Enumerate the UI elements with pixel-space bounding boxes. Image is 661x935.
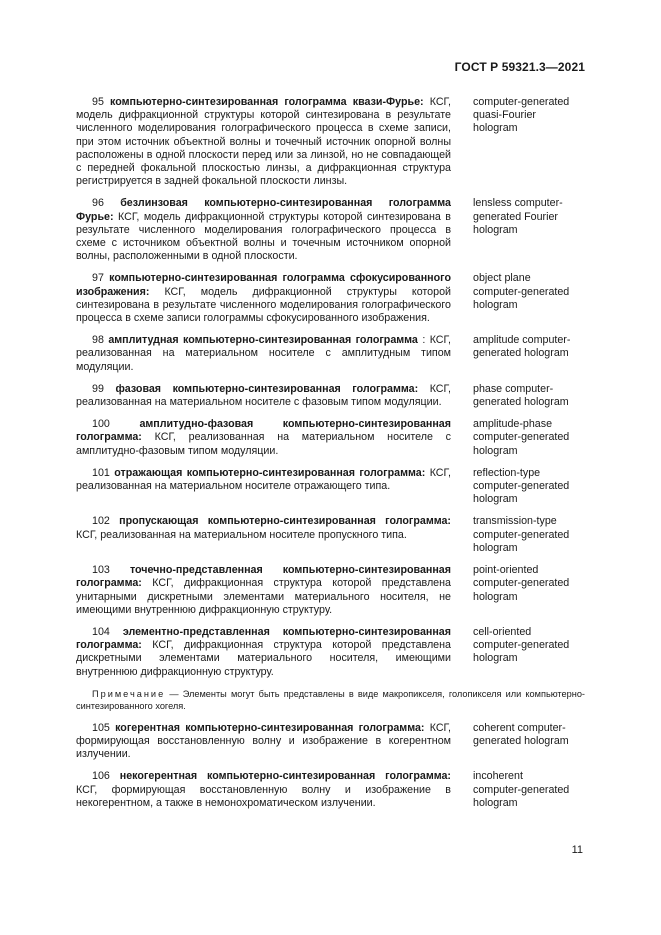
term-english-line: quasi-Fourier [473, 109, 536, 122]
term-english-line: hologram [473, 493, 518, 506]
term-definition-text: КСГ, дифракционная структура которой представлена дискретными элементами материального носителя, имеющими внутреннюю дифракционную структуру. [76, 639, 451, 678]
term-definition-ru [76, 334, 451, 374]
term-english-line: amplitude-phase [473, 418, 553, 431]
term-definition-text: : КСГ, реализованная на материальном носителе с амплитудным типом модуляции. [76, 334, 451, 373]
page-number: 11 [571, 844, 583, 856]
term-english-line: hologram [473, 298, 518, 311]
term-number: 104 [92, 625, 110, 638]
term-number: 102 [92, 515, 110, 528]
term-english-line: computer-generated [473, 783, 570, 796]
term-name: некогерентная компьютерно-синтезированная голограмма: [119, 770, 451, 783]
term-english-line: computer-generated [473, 577, 570, 590]
term-number: 95 [92, 96, 104, 108]
term-definition-text: КСГ, модель дифракционной структуры которой синтезирована в результате численного моделирования голографического процесса в схеме записи, при этом источник объектной волны и точечный источник опорной волны расположены в одной плоскости перед или за линзой, но не совпадающей с передней фокальной плоскостью линзы, а дифракционная структура регистрируется в задней фокальной плоскости линзы. [76, 96, 451, 188]
term-name: элементно-представленная компьютерно-синтезированная голограмма: [76, 625, 451, 652]
term-definition-ru [76, 515, 451, 555]
term-name: компьютерно-синтезированная голограмма квази-Фурье: [110, 96, 424, 108]
term-entry [76, 467, 585, 507]
term-english-line: amplitude computer- [473, 334, 571, 347]
term-number: 103 [92, 564, 110, 577]
term-english-line: generated hologram [473, 347, 569, 360]
terms-list [76, 96, 585, 819]
term-name: когерентная компьютерно-синтезированная голограмма: [115, 721, 425, 734]
note-text: — Элементы могут быть представлены в виде макропикселя, голопикселя или компьютерно-синтезированного хогеля. [76, 688, 585, 711]
term-definition-text: КСГ, реализованная на материальном носителе с фазовым типом модуляции. [76, 382, 451, 409]
term-definition-text: КСГ, реализованная на материальном носителе отражающего типа. [76, 466, 451, 493]
term-english-line: coherent computer- [473, 721, 566, 734]
term-english-line: hologram [473, 223, 518, 236]
term-number: 99 [92, 382, 104, 395]
term-entry [76, 515, 585, 555]
term-number: 100 [92, 418, 110, 431]
term-english-line: object plane [473, 272, 531, 285]
term-name: пропускающая компьютерно-синтезированная голограмма: [119, 515, 451, 528]
term-name: безлинзовая компьютерно-синтезированная голограмма Фурье: [76, 197, 451, 223]
term-english-equivalent [473, 334, 585, 374]
term-number: 101 [92, 466, 110, 479]
term-entry [76, 272, 585, 325]
term-number: 98 [92, 334, 104, 347]
term-english-equivalent [473, 467, 585, 507]
note-label: Примечание [92, 688, 166, 699]
term-name: амплитудно-фазовая компьютерно-синтезированная голограмма: [76, 418, 451, 444]
term-definition-text: КСГ, реализованная на материальном носителе с амплитудно-фазовым типом модуляции. [76, 431, 451, 457]
term-english-equivalent [473, 272, 585, 325]
term-entry [76, 383, 585, 409]
term-english-line: computer-generated [473, 639, 570, 652]
term-definition-ru [76, 626, 451, 679]
term-definition-ru [76, 564, 451, 617]
terms-group-after-note [76, 722, 585, 810]
term-number: 106 [92, 770, 110, 783]
term-number: 96 [92, 197, 104, 210]
term-entry [76, 96, 585, 188]
term-english-line: computer-generated [473, 431, 570, 444]
term-definition-text: КСГ, формирующая восстановленную волну и изображение в когерентном излучении. [76, 721, 451, 761]
term-definition-text: КСГ, модель дифракционной структуры которой синтезирована в результате численного моделирования голографического процесса в схеме записи голограммы сфокусированного изображения. [76, 285, 451, 325]
term-english-line: generated Fourier [473, 210, 558, 223]
term-english-line: hologram [473, 122, 518, 135]
term-definition-text: КСГ, модель дифракционной структуры которой синтезирована в результате численного моделирования голографического процесса в схеме с источником объектной волны и точечным источником опорной волны, расположенными в одной плоскости. [76, 210, 451, 263]
term-definition-ru [76, 383, 451, 409]
term-entry [76, 197, 585, 263]
term-english-equivalent [473, 383, 585, 409]
term-english-line: hologram [473, 541, 518, 554]
term-english-equivalent [473, 564, 585, 617]
term-english-line: reflection-type [473, 466, 541, 479]
term-english-line: computer-generated [473, 96, 570, 108]
terms-group-before-note [76, 96, 585, 679]
document-id-header: ГОСТ Р 59321.3—2021 [454, 60, 585, 74]
term-english-equivalent [473, 96, 585, 188]
term-english-line: cell-oriented [473, 625, 532, 638]
term-definition-text: КСГ, дифракционная структура которой представлена унитарными дискретными элементами материального носителя, не имеющими внутреннюю дифракционную структуру. [76, 577, 451, 616]
term-definition-ru [76, 722, 451, 762]
term-entry [76, 564, 585, 617]
term-name: отражающая компьютерно-синтезированная голограмма: [114, 466, 426, 479]
term-english-line: computer-generated [473, 285, 570, 298]
term-english-line: hologram [473, 652, 518, 665]
term-name: точечно-представленная компьютерно-синтезированная голограмма: [76, 564, 451, 590]
term-english-equivalent [473, 418, 585, 458]
term-entry [76, 334, 585, 374]
term-english-line: transmission-type [473, 515, 557, 528]
term-english-line: generated hologram [473, 396, 569, 409]
term-english-equivalent [473, 197, 585, 263]
term-english-line: computer-generated [473, 528, 570, 541]
term-definition-ru [76, 418, 451, 458]
term-english-line: point-oriented [473, 564, 539, 577]
term-english-equivalent [473, 770, 585, 810]
term-definition-ru [76, 272, 451, 325]
term-english-line: computer-generated [473, 480, 570, 493]
term-definition-ru [76, 770, 451, 810]
term-english-line: generated hologram [473, 734, 569, 747]
term-definition-ru [76, 467, 451, 507]
term-definition-text: КСГ, формирующая восстановленную волну и изображение в некогерентном, а также в немонохроматическом излучении. [76, 783, 451, 809]
term-entry [76, 626, 585, 679]
term-english-line: hologram [473, 590, 518, 603]
term-english-line: phase computer- [473, 382, 554, 395]
term-definition-ru [76, 96, 451, 188]
term-english-equivalent [473, 515, 585, 555]
term-entry [76, 418, 585, 458]
term-entry [76, 722, 585, 762]
term-english-line: hologram [473, 444, 518, 457]
term-name: компьютерно-синтезированная голограмма сфокусированного изображения: [76, 272, 451, 298]
term-english-line: incoherent [473, 770, 523, 783]
term-english-equivalent [473, 722, 585, 762]
term-name: амплитудная компьютерно-синтезированная голограмма [108, 334, 418, 347]
term-number: 105 [92, 721, 110, 734]
term-name: фазовая компьютерно-синтезированная голограмма: [115, 382, 419, 395]
term-number: 97 [92, 272, 104, 285]
term-entry [76, 770, 585, 810]
term-english-line: lensless computer- [473, 197, 563, 210]
term-english-line: hologram [473, 796, 518, 809]
note [76, 688, 585, 712]
term-definition-text: КСГ, реализованная на материальном носителе пропускного типа. [76, 528, 407, 541]
term-definition-ru [76, 197, 451, 263]
term-english-equivalent [473, 626, 585, 679]
